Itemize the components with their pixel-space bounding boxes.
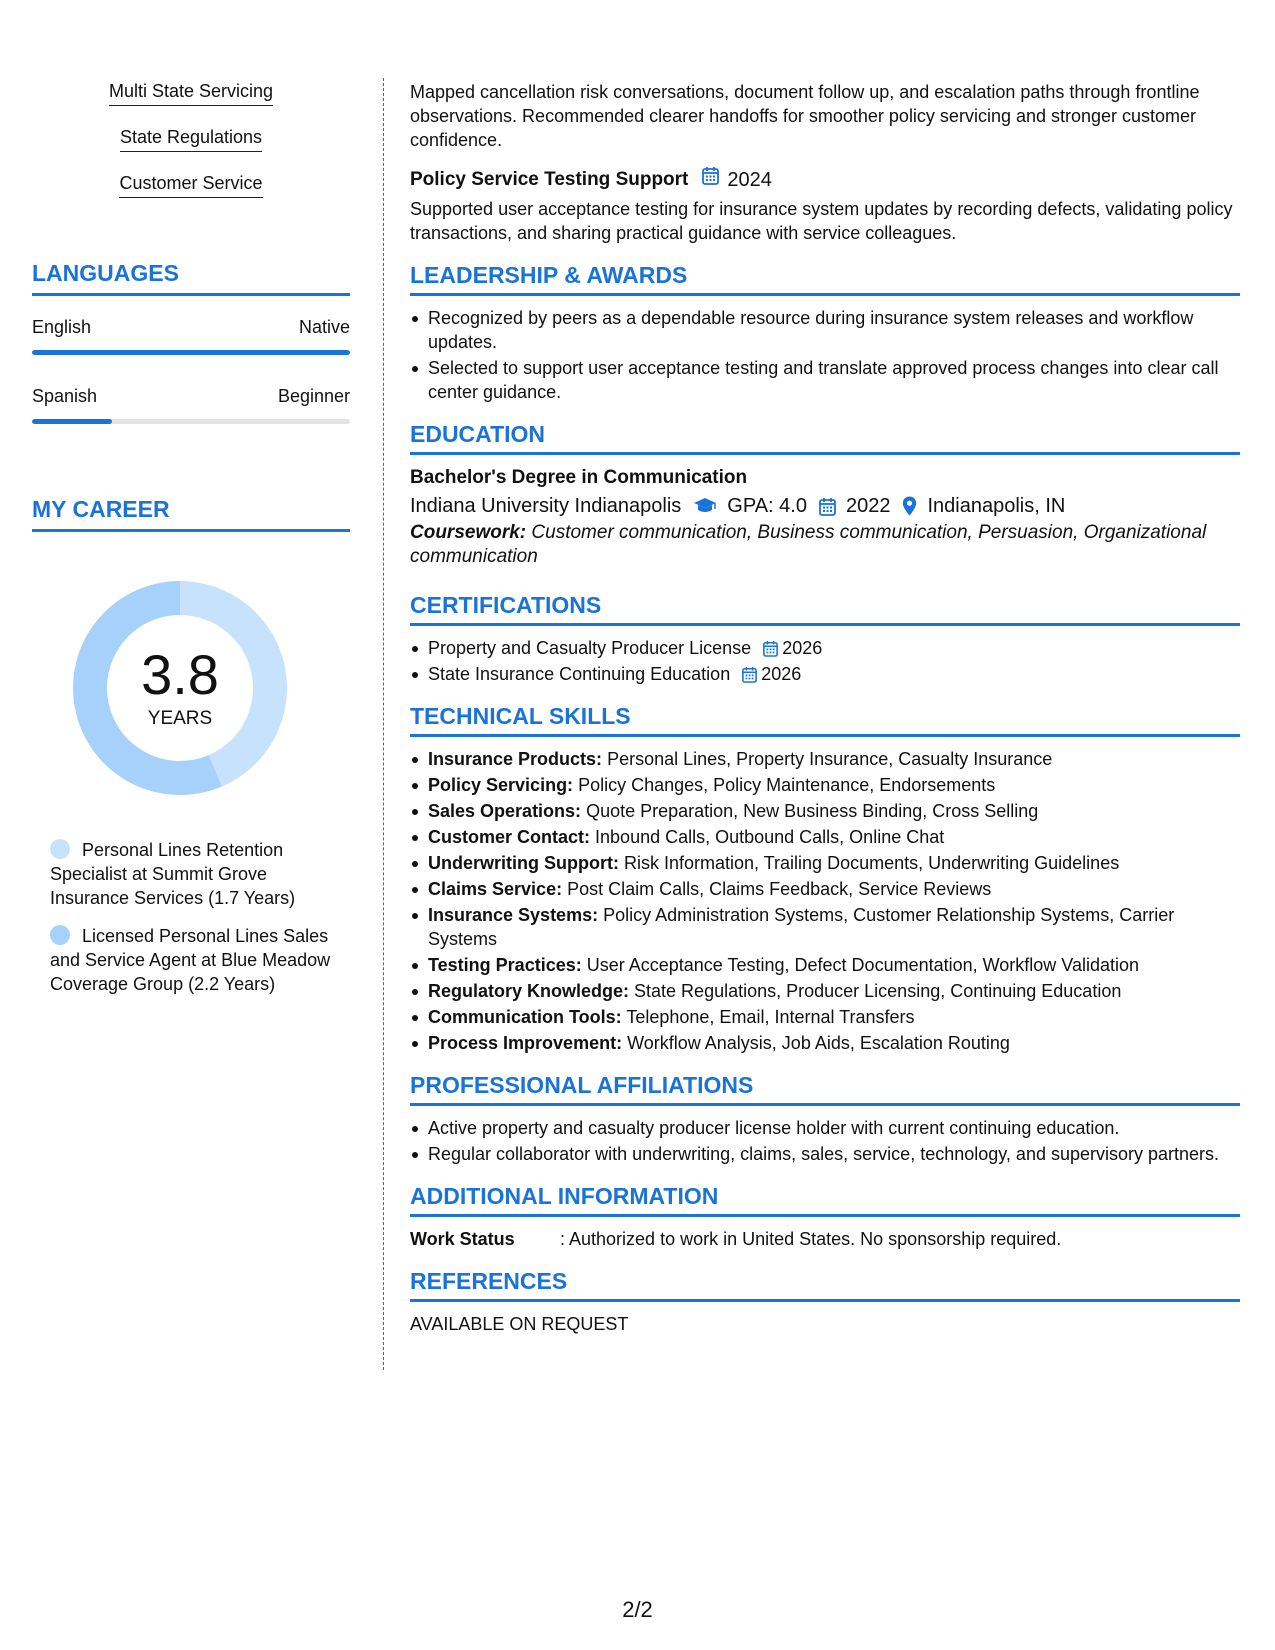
list-item <box>410 747 1240 771</box>
career-legend-text: Licensed Personal Lines Sales and Service Agent at Blue Meadow Coverage Group (2.2 Years) <box>50 926 331 994</box>
career-heading: MY CAREER <box>32 496 350 532</box>
page-number: 2/2 <box>622 1597 653 1622</box>
legend-dot-icon <box>50 839 70 859</box>
list-item <box>410 1031 1240 1055</box>
leadership-heading: LEADERSHIP & AWARDS <box>410 261 1240 296</box>
references-text: AVAILABLE ON REQUEST <box>410 1314 629 1334</box>
certification-year: 2026 <box>761 664 802 684</box>
language-bar-fill <box>32 350 350 355</box>
coursework-label: Coursework: <box>410 522 527 543</box>
affiliations-list <box>410 1116 1240 1166</box>
calendar-icon <box>742 666 757 683</box>
list-item <box>410 799 1240 823</box>
language-level: Beginner <box>277 386 350 406</box>
skill-value: Policy Changes, Policy Maintenance, Endorsements <box>578 775 996 795</box>
skill-label: Insurance Products: <box>428 749 603 769</box>
column-divider <box>383 78 384 1370</box>
work-status-value: : Authorized to work in United States. No sponsorship required. <box>560 1229 1062 1249</box>
references-heading: REFERENCES <box>410 1267 1240 1302</box>
intro-paragraph: Mapped cancellation risk conversations, document follow up, and escalation paths through frontline observations. Recommended clearer handoffs for smoother policy servicing and stronger customer confidence. <box>410 82 1200 150</box>
sidebar <box>32 80 350 1010</box>
skill-label: Claims Service: <box>428 879 563 899</box>
main-content <box>410 80 1240 1336</box>
language-level: Native <box>298 317 350 337</box>
list-item <box>410 979 1240 1003</box>
education-meta <box>410 491 1240 521</box>
skill-label: Communication Tools: <box>428 1007 622 1027</box>
list-item <box>410 662 1240 686</box>
skill-label: Underwriting Support: <box>428 853 619 873</box>
skill-label: Regulatory Knowledge: <box>428 981 630 1001</box>
list-item <box>410 825 1240 849</box>
certification-name: State Insurance Continuing Education <box>428 664 731 684</box>
certifications-list <box>410 636 1240 686</box>
career-total-value: 3.8 <box>141 643 219 706</box>
skill-label: Process Improvement: <box>428 1033 623 1053</box>
graduation-cap-icon <box>693 497 717 515</box>
education-coursework <box>410 521 1240 569</box>
list-item <box>410 636 1240 660</box>
skill-value: State Regulations, Producer Licensing, Continuing Education <box>634 981 1122 1001</box>
skill-value: Inbound Calls, Outbound Calls, Online Chat <box>595 827 945 847</box>
coursework-text: Customer communication, Business communication, Persuasion, Organizational communication <box>410 522 1207 567</box>
project-description: Supported user acceptance testing for insurance system updates by recording defects, validating policy transactions, and sharing practical guidance with service colleagues. <box>410 199 1233 243</box>
career-total-unit: YEARS <box>147 708 213 729</box>
education-school: Indiana University Indianapolis <box>410 495 682 517</box>
language-bar-fill <box>32 419 112 424</box>
language-name: English <box>32 317 92 337</box>
technical-skills-heading: TECHNICAL SKILLS <box>410 702 1240 737</box>
skill-value: Post Claim Calls, Claims Feedback, Service Reviews <box>567 879 992 899</box>
technical-skills-list <box>410 747 1240 1055</box>
skill-tags <box>32 80 350 218</box>
skill-label: Testing Practices: <box>428 955 582 975</box>
skill-label: Policy Servicing: <box>428 775 574 795</box>
affiliations-heading: PROFESSIONAL AFFILIATIONS <box>410 1071 1240 1106</box>
skill-value: Risk Information, Trailing Documents, Underwriting Guidelines <box>624 853 1120 873</box>
skill-tag: State Regulations <box>120 126 262 152</box>
skill-label: Sales Operations: <box>428 801 582 821</box>
language-name: Spanish <box>32 386 98 406</box>
skill-value: Personal Lines, Property Insurance, Casualty Insurance <box>607 749 1053 769</box>
list-item <box>410 773 1240 797</box>
legend-dot-icon <box>50 925 70 945</box>
list-item: Active property and casualty producer license holder with current continuing education. <box>410 1116 1240 1140</box>
list-item <box>410 1005 1240 1029</box>
list-item <box>410 953 1240 977</box>
language-item <box>32 316 350 355</box>
career-legend-item <box>50 838 350 910</box>
work-status-label: Work Status <box>410 1229 515 1249</box>
education-degree: Bachelor's Degree in Communication <box>410 467 748 488</box>
list-item <box>410 877 1240 901</box>
skill-tag: Multi State Servicing <box>109 80 273 106</box>
list-item: Recognized by peers as a dependable resource during insurance system releases and workflow updates. <box>410 306 1240 354</box>
calendar-icon <box>702 166 719 193</box>
education-year: 2022 <box>845 495 891 517</box>
education-location: Indianapolis, IN <box>927 495 1066 517</box>
calendar-icon <box>763 640 778 657</box>
leadership-list <box>410 306 1240 404</box>
certification-name: Property and Casualty Producer License <box>428 638 752 658</box>
project-year: 2024 <box>727 168 772 191</box>
languages-heading: LANGUAGES <box>32 260 350 296</box>
language-bar <box>32 350 350 355</box>
certifications-heading: CERTIFICATIONS <box>410 591 1240 626</box>
career-donut-chart <box>66 574 294 802</box>
career-legend-item <box>50 924 350 996</box>
education-heading: EDUCATION <box>410 420 1240 455</box>
project-title-row <box>410 166 1240 193</box>
location-pin-icon <box>902 496 917 516</box>
skill-value: Workflow Analysis, Job Aids, Escalation Routing <box>627 1033 1010 1053</box>
project-title: Policy Service Testing Support <box>410 168 689 190</box>
list-item: Regular collaborator with underwriting, claims, sales, service, technology, and supervisory partners. <box>410 1142 1240 1166</box>
skill-label: Customer Contact: <box>428 827 591 847</box>
education-gpa: GPA: 4.0 <box>727 495 807 517</box>
language-item <box>32 385 350 424</box>
skill-tag: Customer Service <box>119 172 262 198</box>
additional-info-heading: ADDITIONAL INFORMATION <box>410 1182 1240 1217</box>
list-item: Selected to support user acceptance testing and translate approved process changes into clear call center guidance. <box>410 356 1240 404</box>
calendar-icon <box>819 497 836 516</box>
skill-value: Quote Preparation, New Business Binding, Cross Selling <box>586 801 1039 821</box>
list-item <box>410 851 1240 875</box>
skill-value: Telephone, Email, Internal Transfers <box>626 1007 915 1027</box>
career-legend-text: Personal Lines Retention Specialist at Summit Grove Insurance Services (1.7 Years) <box>50 840 296 908</box>
list-item <box>410 903 1240 951</box>
skill-label: Insurance Systems: <box>428 905 599 925</box>
skill-value: User Acceptance Testing, Defect Documentation, Workflow Validation <box>586 955 1140 975</box>
skill-value: Policy Administration Systems, Customer Relationship Systems, Carrier Systems <box>428 905 1175 949</box>
language-bar <box>32 419 350 424</box>
certification-year: 2026 <box>782 638 823 658</box>
work-status-row <box>410 1227 1240 1251</box>
career-legend <box>32 838 350 996</box>
